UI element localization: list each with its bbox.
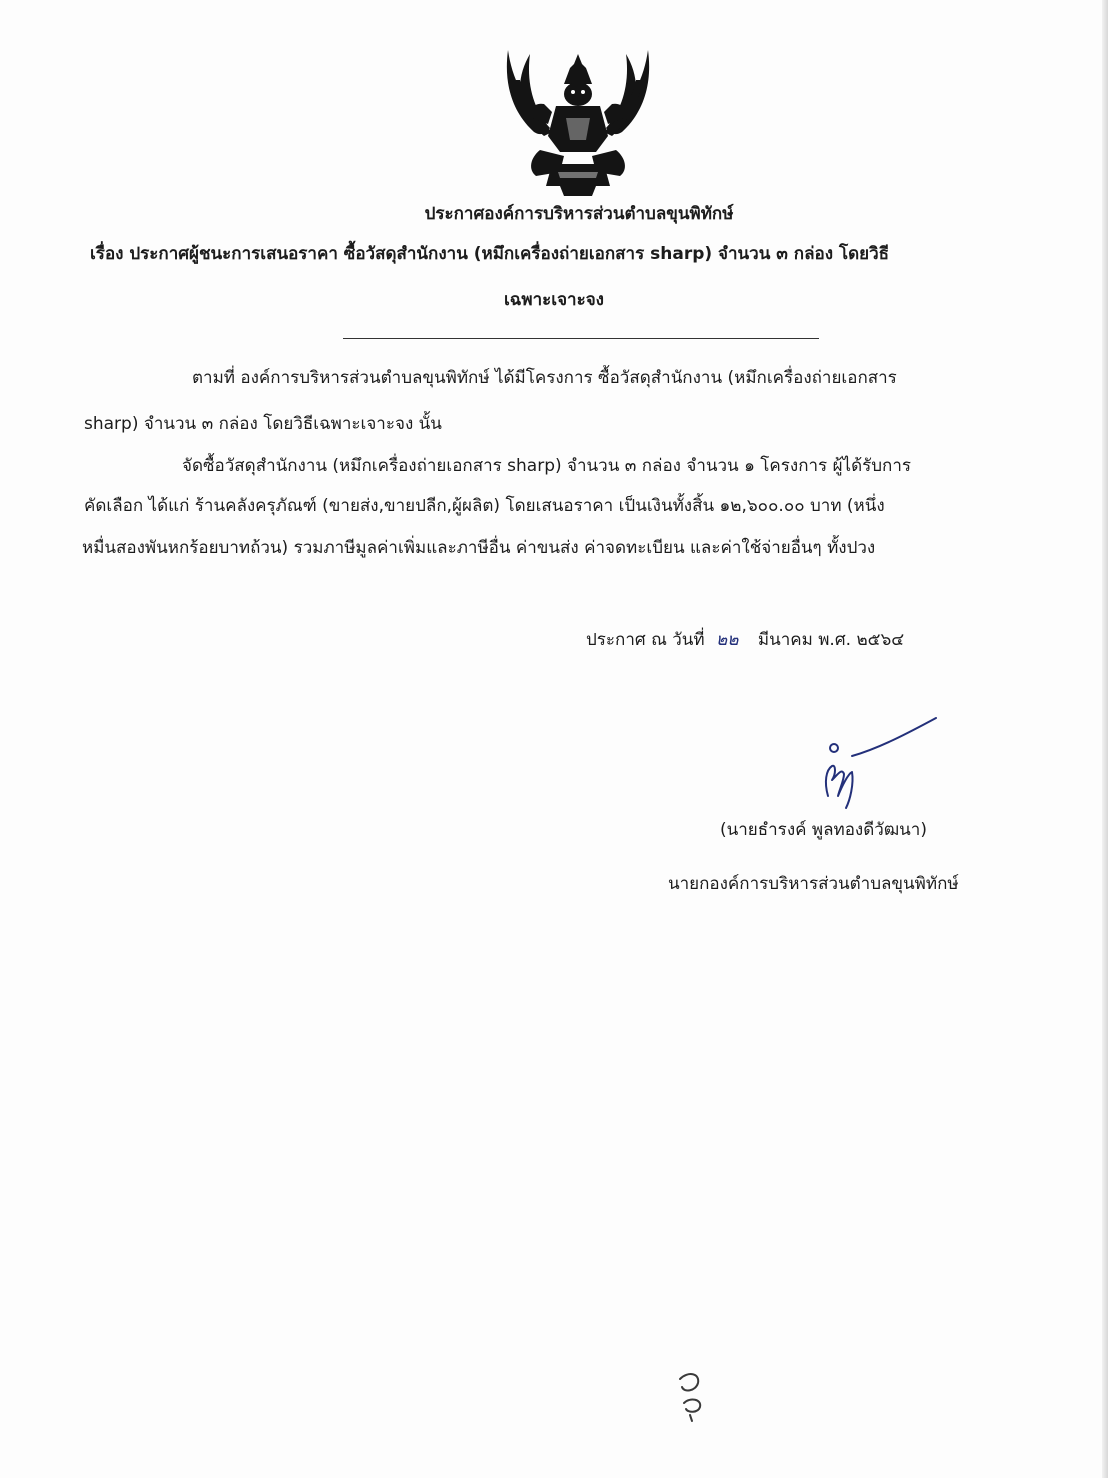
signatory-position: นายกองค์การบริหารส่วนตำบลขุนพิทักษ์	[668, 874, 959, 894]
subject-line-2: เฉพาะเจาะจง	[504, 290, 604, 310]
paragraph-2-line-1: จัดซื้อวัสดุสำนักงาน (หมึกเครื่องถ่ายเอกสาร sharp) จำนวน ๓ กล่อง จำนวน ๑ โครงการ ผู้ได้รับการ	[182, 456, 912, 476]
organization-title: ประกาศองค์การบริหารส่วนตำบลขุนพิทักษ์	[424, 204, 734, 224]
handwritten-mark	[670, 1365, 720, 1425]
paragraph-2-line-3: หมื่นสองพันหกร้อยบาทถ้วน) รวมภาษีมูลค่าเพิ่มและภาษีอื่น ค่าขนส่ง ค่าจดทะเบียน และค่าใช้จ่ายอื่นๆ ทั้งปวง	[82, 538, 876, 558]
date-day: ๒๒	[716, 630, 739, 650]
date-prefix: ประกาศ ณ วันที่	[586, 630, 705, 650]
paragraph-1-line-2: sharp) จำนวน ๓ กล่อง โดยวิธีเฉพาะเจาะจง นั้น	[84, 414, 442, 434]
paragraph-1-line-1: ตามที่ องค์การบริหารส่วนตำบลขุนพิทักษ์ ได้มีโครงการ ซื้อวัสดุสำนักงาน (หมึกเครื่องถ่ายเอกสาร	[192, 368, 897, 388]
signatory-name: (นายธำรงค์ พูลทองดีวัฒนา)	[720, 820, 927, 840]
title-divider	[343, 338, 819, 339]
handwritten-signature	[810, 710, 950, 810]
garuda-emblem-icon	[500, 40, 656, 200]
paragraph-2-line-2: คัดเลือก ได้แก่ ร้านคลังครุภัณฑ์ (ขายส่ง,ขายปลีก,ผู้ผลิต) โดยเสนอราคา เป็นเงินทั้งสิ้น ๑๒,๖๐๐.๐๐ บาท (หนึ่ง	[84, 496, 885, 516]
date-month-year: มีนาคม พ.ศ. ๒๕๖๔	[757, 630, 905, 650]
subject-line-1: เรื่อง ประกาศผู้ชนะการเสนอราคา ซื้อวัสดุสำนักงาน (หมึกเครื่องถ่ายเอกสาร sharp) จำนวน ๓ กล่อง โดยวิธี	[90, 244, 889, 264]
announcement-date	[586, 626, 904, 654]
